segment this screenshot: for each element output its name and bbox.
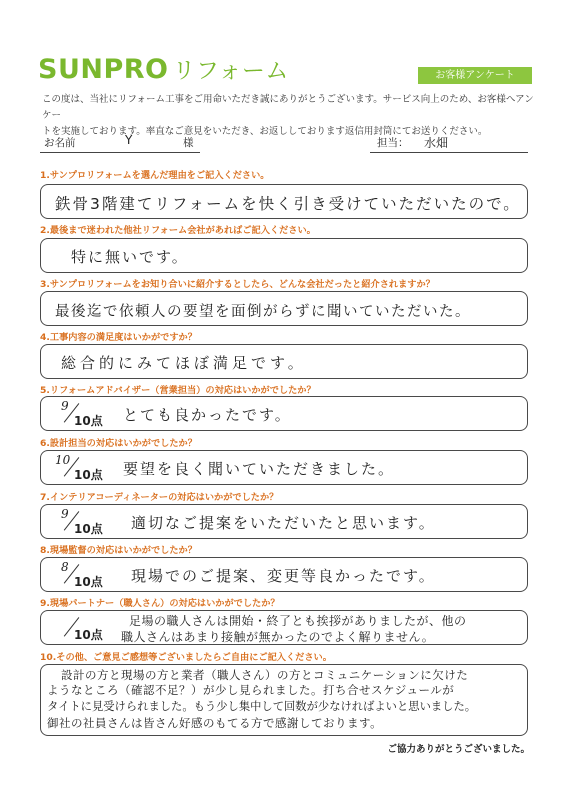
- staff-underline: [370, 152, 528, 153]
- question-5-label: 5.リフォームアドバイザー（営業担当）の対応はいかがでしたか？: [40, 385, 316, 396]
- score-6-points: 10点: [74, 468, 103, 482]
- logo-ja: リフォーム: [172, 58, 289, 84]
- answer-5-text: とても良かったです。: [123, 406, 292, 424]
- intro-line-2: トを実施しております。率直なご意見をいただき、お返ししております返信用封筒にてお送りください。: [42, 126, 488, 137]
- score-7-points: 10点: [74, 522, 103, 536]
- score-8-points: 10点: [74, 575, 103, 589]
- name-value: Y: [125, 133, 133, 147]
- score-8-value: 8: [61, 560, 69, 574]
- answer-10-line-1: 設計の方と現場の方と業者（職人さん）の方とコミュニケーションに欠けた: [61, 668, 469, 682]
- answer-6-text: 要望を良く聞いていただきました。: [123, 460, 396, 478]
- question-9-label: 9.現場パートナー（職人さん）の対応はいかがでしたか？: [40, 598, 280, 609]
- answer-1-text: 鉄骨3階建てリフォームを快く引き受けていただいたので。: [55, 195, 521, 213]
- question-7-label: 7.インテリアコーディネーターの対応はいかがでしたか？: [40, 492, 279, 503]
- answer-4-text: 総合的にみてほぼ満足です。: [61, 354, 307, 372]
- question-4-label: 4.工事内容の満足度はいかがですか？: [40, 332, 197, 343]
- answer-9-line-1: 足場の職人さんは開始・終了とも挨拶がありましたが、他の: [129, 614, 467, 628]
- answer-box-3: [40, 291, 528, 326]
- answer-box-2: [40, 238, 528, 273]
- closing-message: ご協力ありがとうございました。: [387, 744, 530, 755]
- answer-8-text: 現場でのご提案、変更等良かったです。: [131, 567, 436, 585]
- answer-box-7: [40, 504, 528, 539]
- answer-10-line-2: ようなところ（確認不足？）が少し見られました。打ち合せスケジュールが: [47, 683, 455, 697]
- intro-line-1: この度は、当社にリフォーム工事をご用命いただき誠にありがとうございます。サービス向上のため、お客様へアンケー: [42, 94, 534, 121]
- answer-10-line-4: 御社の社員さんは皆さん好感のもてる方で感謝しております。: [47, 716, 383, 730]
- question-3-label: 3.サンプロリフォームをお知り合いに紹介するとしたら、どんな会社だったと紹介されますか？: [40, 279, 435, 290]
- company-logo: [38, 52, 289, 85]
- score-6-value: 10: [55, 453, 71, 467]
- staff-label: 担当：: [377, 137, 409, 149]
- name-label: お名前: [44, 137, 76, 149]
- answer-box-8: [40, 557, 528, 592]
- answer-box-4: [40, 344, 528, 379]
- answer-box-6: [40, 450, 528, 485]
- answer-box-1: [40, 184, 528, 219]
- answer-7-text: 適切なご提案をいただいたと思います。: [131, 514, 436, 532]
- answer-3-text: 最後迄で依頼人の要望を面倒がらずに聞いていただいた。: [55, 304, 471, 320]
- intro-text: [42, 92, 542, 140]
- score-7-value: 9: [61, 507, 69, 521]
- answer-2-text: 特に無いです。: [71, 248, 189, 266]
- question-6-label: 6.設計担当の対応はいかがでしたか？: [40, 438, 197, 449]
- answer-box-10: [40, 664, 528, 736]
- question-10-label: 10.その他、ご意見ご感想等ございましたらご自由にご記入ください。: [40, 652, 332, 663]
- question-2-label: 2.最後まで迷われた他社リフォーム会社があればご記入ください。: [40, 225, 316, 236]
- survey-badge: お客様アンケート: [418, 67, 532, 84]
- answer-box-5: [40, 396, 528, 431]
- score-5-value: 9: [61, 399, 69, 413]
- answer-9-line-2: 職人さんはあまり接触が無かったのでよく解りません。: [121, 630, 435, 644]
- honorific: 様: [183, 137, 194, 149]
- score-9-points: 10点: [74, 628, 103, 642]
- staff-value: 水畑: [424, 136, 449, 150]
- question-8-label: 8.現場監督の対応はいかがでしたか？: [40, 545, 197, 556]
- score-5-points: 10点: [74, 414, 103, 428]
- answer-box-9: [40, 610, 528, 645]
- logo-latin: SUNPRO: [38, 54, 169, 85]
- question-1-label: 1.サンプロリフォームを選んだ理由をご記入ください。: [40, 170, 270, 181]
- name-underline: [40, 152, 200, 153]
- answer-10-line-3: タイトに見受けられました。もう少し集中して回数が少なければよいと思いました。: [47, 700, 477, 713]
